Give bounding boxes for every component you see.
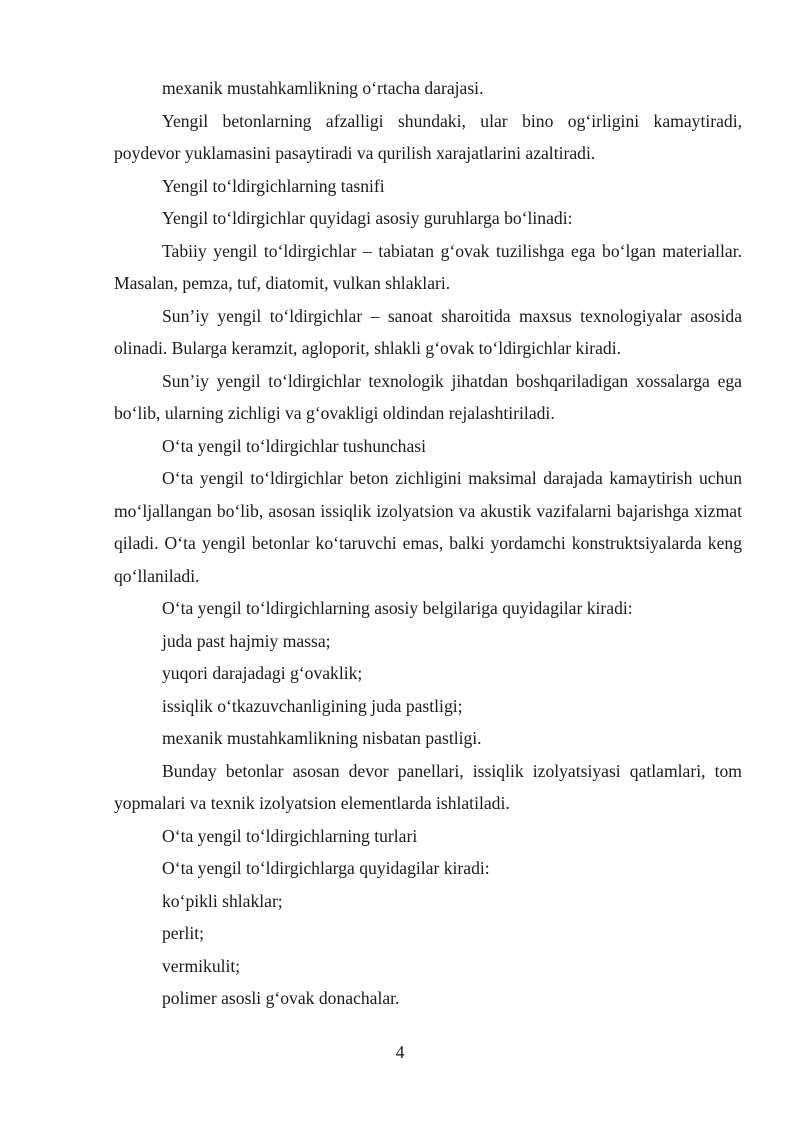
list-item: ko‘pikli shlaklar; [162, 890, 283, 911]
section-heading: Yengil to‘ldirgichlarning tasnifi [162, 175, 385, 196]
paragraph: O‘ta yengil to‘ldirgichlarning asosiy belgilariga quyidagilar kiradi: [162, 598, 633, 618]
list-item: perlit; [162, 923, 205, 943]
list-item: issiqlik o‘tkazuvchanligining juda pastligi; [162, 695, 463, 716]
paragraph: Sun’iy yengil to‘ldirgichlar texnologik jihatdan boshqariladigan xossalarga ega bo‘lib, ularning zichligi va g‘ovakligi oldindan rejalashtiriladi. [114, 370, 742, 423]
list-item: polimer asosli g‘ovak donachalar. [162, 988, 400, 1008]
list-item: mexanik mustahkamlikning nisbatan pastligi. [162, 728, 482, 748]
paragraph: Bunday betonlar asosan devor panellari, issiqlik izolyatsiyasi qatlamlari, tom yopmalari va texnik izolyatsion elementlarda ishlatiladi. [114, 760, 742, 813]
document-body [114, 72, 742, 1015]
paragraph: Yengil to‘ldirgichlar quyidagi asosiy guruhlarga bo‘linadi: [162, 208, 573, 228]
paragraph: mexanik mustahkamlikning o‘rtacha darajasi. [162, 78, 484, 98]
section-heading: O‘ta yengil to‘ldirgichlar tushunchasi [162, 435, 427, 456]
section-heading: O‘ta yengil to‘ldirgichlarning turlari [162, 825, 418, 846]
paragraph: Sun’iy yengil to‘ldirgichlar – sanoat sharoitida maxsus texnologiyalar asosida olinadi. Bularga keramzit, agloporit, shlakli g‘ovak to‘ldirgichlar kiradi. [114, 305, 742, 358]
paragraph: Yengil betonlarning afzalligi shundaki, ular bino og‘irligini kamaytiradi, poydevor yuklamasini pasaytiradi va qurilish xarajatlarini azaltiradi. [114, 110, 742, 163]
list-item: vermikulit; [162, 955, 241, 976]
paragraph: O‘ta yengil to‘ldirgichlar beton zichligini maksimal darajada kamaytirish uchun mo‘ljallangan bo‘lib, asosan issiqlik izolyatsion va akustik vazifalarni bajarishga xizmat qiladi. O‘ta yengil betonlar ko‘taruvchi emas, balki yordamchi konstruktsiyalarda keng qo‘llaniladi. [114, 468, 742, 586]
list-item: yuqori darajadagi g‘ovaklik; [162, 663, 363, 683]
list-item: juda past hajmiy massa; [162, 630, 331, 651]
paragraph: Tabiiy yengil to‘ldirgichlar – tabiatan g‘ovak tuzilishga ega bo‘lgan materiallar. Masalan, pemza, tuf, diatomit, vulkan shlaklari. [114, 240, 742, 293]
page-number: 4 [395, 1042, 405, 1062]
paragraph: O‘ta yengil to‘ldirgichlarga quyidagilar kiradi: [162, 858, 490, 878]
